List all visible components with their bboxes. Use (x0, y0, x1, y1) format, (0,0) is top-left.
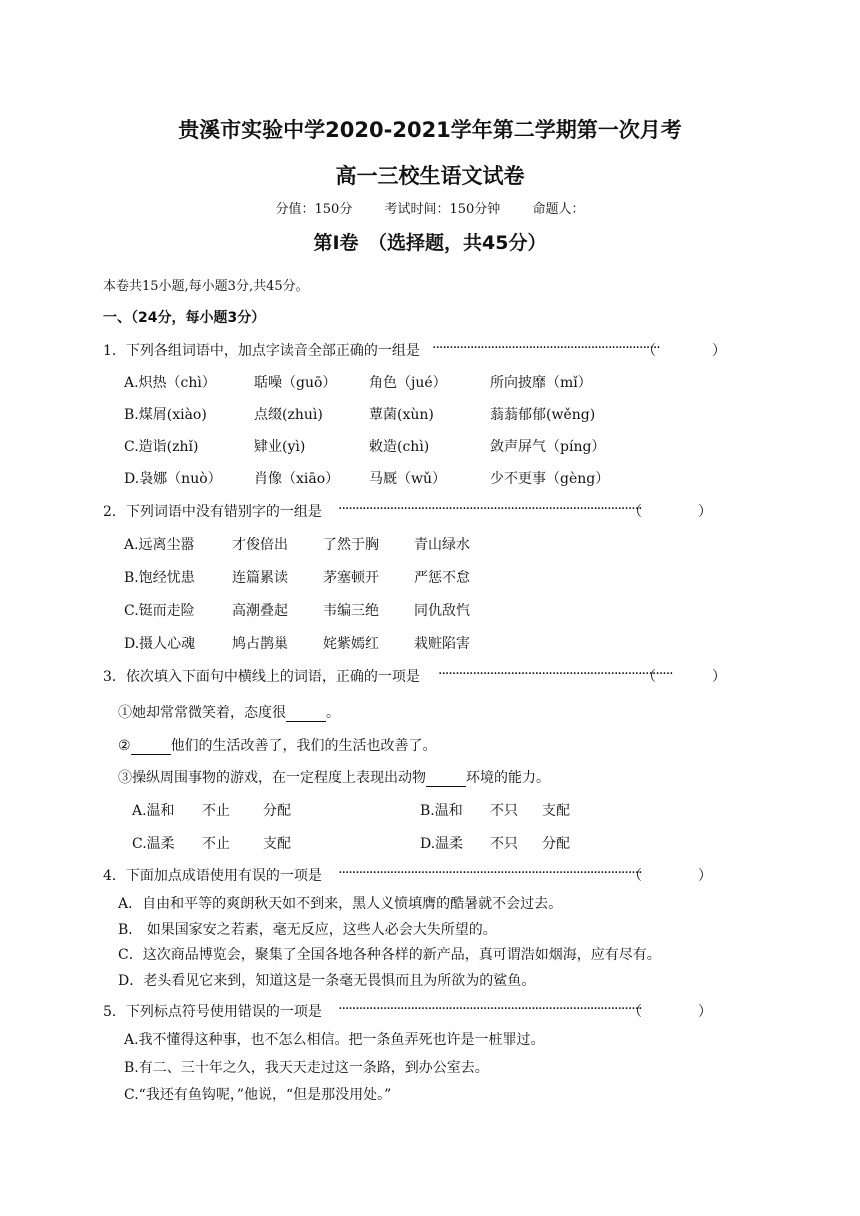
leader-dots: ························································································ (338, 865, 642, 881)
question-4-option-d: D．老头看见它来到，知道这是一条毫无畏惧而且为所欲为的鲨鱼。 (118, 973, 536, 989)
score-info: 分值：150分 (275, 202, 353, 217)
fill-blank[interactable] (131, 740, 171, 755)
exam-subtitle: 高一三校生语文试卷 (335, 164, 525, 188)
question-5-option-a: A.我不懂得这种事，也不怎么相信。把一条鱼弄死也许是一桩罪过。 (124, 1032, 545, 1048)
answer-bracket: （ ） (642, 343, 726, 359)
leader-dots: ·································································· (432, 340, 660, 356)
question-1-stem: 1．下列各组词语中，加点字读音全部正确的一组是 (103, 343, 420, 359)
leader-dots: ························································································ (338, 501, 642, 517)
part-one-heading: 一、（24分，每小题3分） (103, 310, 266, 326)
question-3-sentence-3: ③操纵周围事物的游戏，在一定程度上表现出动物 环境的能力。 (118, 770, 550, 786)
time-info: 考试时间：150分钟 (384, 202, 501, 217)
question-4-option-b: B. 如果国家安之若素，毫无反应，这些人必会大失所望的。 (118, 922, 497, 938)
question-4-option-a: A．自由和平等的爽朗秋天如不到来，黑人义愤填膺的酷暑就不会过去。 (118, 896, 563, 912)
exam-meta (0, 198, 860, 217)
leader-dots: ························································································ (338, 1001, 642, 1017)
section-title: 第Ⅰ卷 （选择题，共45分） (313, 232, 547, 254)
leader-dots: ···································································· (438, 666, 673, 682)
question-3-sentence-1: ①她却常常微笑着，态度很 。 (118, 705, 340, 721)
exam-title: 贵溪市实验中学2020-2021学年第二学期第一次月考 (178, 118, 682, 142)
question-5-option-b: B.有二、三十年之久，我天天走过这一条路，到办公室去。 (124, 1060, 489, 1076)
section-note: 本卷共15小题,每小题3分,共45分。 (103, 279, 309, 294)
fill-blank[interactable] (426, 772, 466, 787)
question-4-stem: 4．下面加点成语使用有误的一项是 (103, 868, 322, 884)
answer-bracket: （ ） (642, 669, 726, 685)
fill-blank[interactable] (286, 707, 326, 722)
answer-bracket: （ ） (628, 504, 712, 520)
question-4-option-c: C．这次商品博览会，聚集了全国各地各种各样的新产品，真可谓浩如烟海，应有尽有。 (118, 947, 661, 963)
question-3-stem: 3．依次填入下面句中横线上的词语，正确的一项是 (103, 669, 420, 685)
answer-bracket: （ ） (628, 868, 712, 884)
question-2-stem: 2．下列词语中没有错别字的一组是 (103, 504, 322, 520)
author-info: 命题人： (532, 202, 585, 217)
exam-page: 贵溪市实验中学2020-2021学年第二学期第一次月考 高一三校生语文试卷 分值：150分 考试时间：150分钟 命题人： 第Ⅰ卷 （选择题，共45分） 本卷共15小题,每小题3分,共45分。 一、（24分，每小题3分） 1．下列各组词语中，加点字读音全部正确的一组是 ·································································· （ ） A.炽热（chì） 聒噪（guō） 角色（jué） 所向披靡（mǐ） B.煤屑(xiào) 点缀(zhuì) 蕈菌(xùn) 蓊蓊郁郁(wěng) C.造诣(zhǐ) 肄业(yì) 敕造(chì) 敛声屏气（píng） D.袅娜（nuò） 肖像（xiāo） 马厩（wǔ） 少不更事（gèng） 2．下列词语中没有错别字的一组是 ························································································ （ ） A.远离尘嚣 才俊倍出 了然于胸 青山绿水 B.饱经忧患 连篇累读 茅塞顿开 严惩不怠 C.铤而走险 高潮叠起 韦编三绝 同仇敌忾 D.摄人心魂 鸠占鹊巢 姹紫嫣红 栽赃陷害 3．依次填入下面句中横线上的词语，正确的一项是 ···································································· （ ） ①她却常常微笑着，态度很 。 ② 他们的生活改善了，我们的生活也改善了。 ③操纵周围事物的游戏，在一定程度上表现出动物 环境的能力。 A.温和 不止 分配 B.温和 不只 支配 C.温柔 不止 支配 D.温柔 不只 分配 4．下面加点成语使用有误的一项是 ························································································ （ ） A．自由和平等的爽朗秋天如不到来，黑人义愤填膺的酷暑就不会过去。 B. 如果国家安之若素，毫无反应，这些人必会大失所望的。 C．这次商品博览会，聚集了全国各地各种各样的新产品，真可谓浩如烟海，应有尽有。 D．老头看见它来到，知道这是一条毫无畏惧而且为所欲为的鲨鱼。 5．下列标点符号使用错误的一项是 ························································································ （ ） A.我不懂得这种事，也不怎么相信。把一条鱼弄死也许是一桩罪过。 B.有二、三十年之久，我天天走过这一条路，到办公室去。 C.“我还有鱼钩呢，”他说，“但是那没用处。” (0, 0, 860, 1216)
question-3-sentence-2: ② 他们的生活改善了，我们的生活也改善了。 (118, 738, 437, 754)
question-5-stem: 5．下列标点符号使用错误的一项是 (103, 1004, 322, 1020)
answer-bracket: （ ） (628, 1004, 712, 1020)
question-5-option-c: C.“我还有鱼钩呢，”他说，“但是那没用处。” (124, 1087, 392, 1103)
